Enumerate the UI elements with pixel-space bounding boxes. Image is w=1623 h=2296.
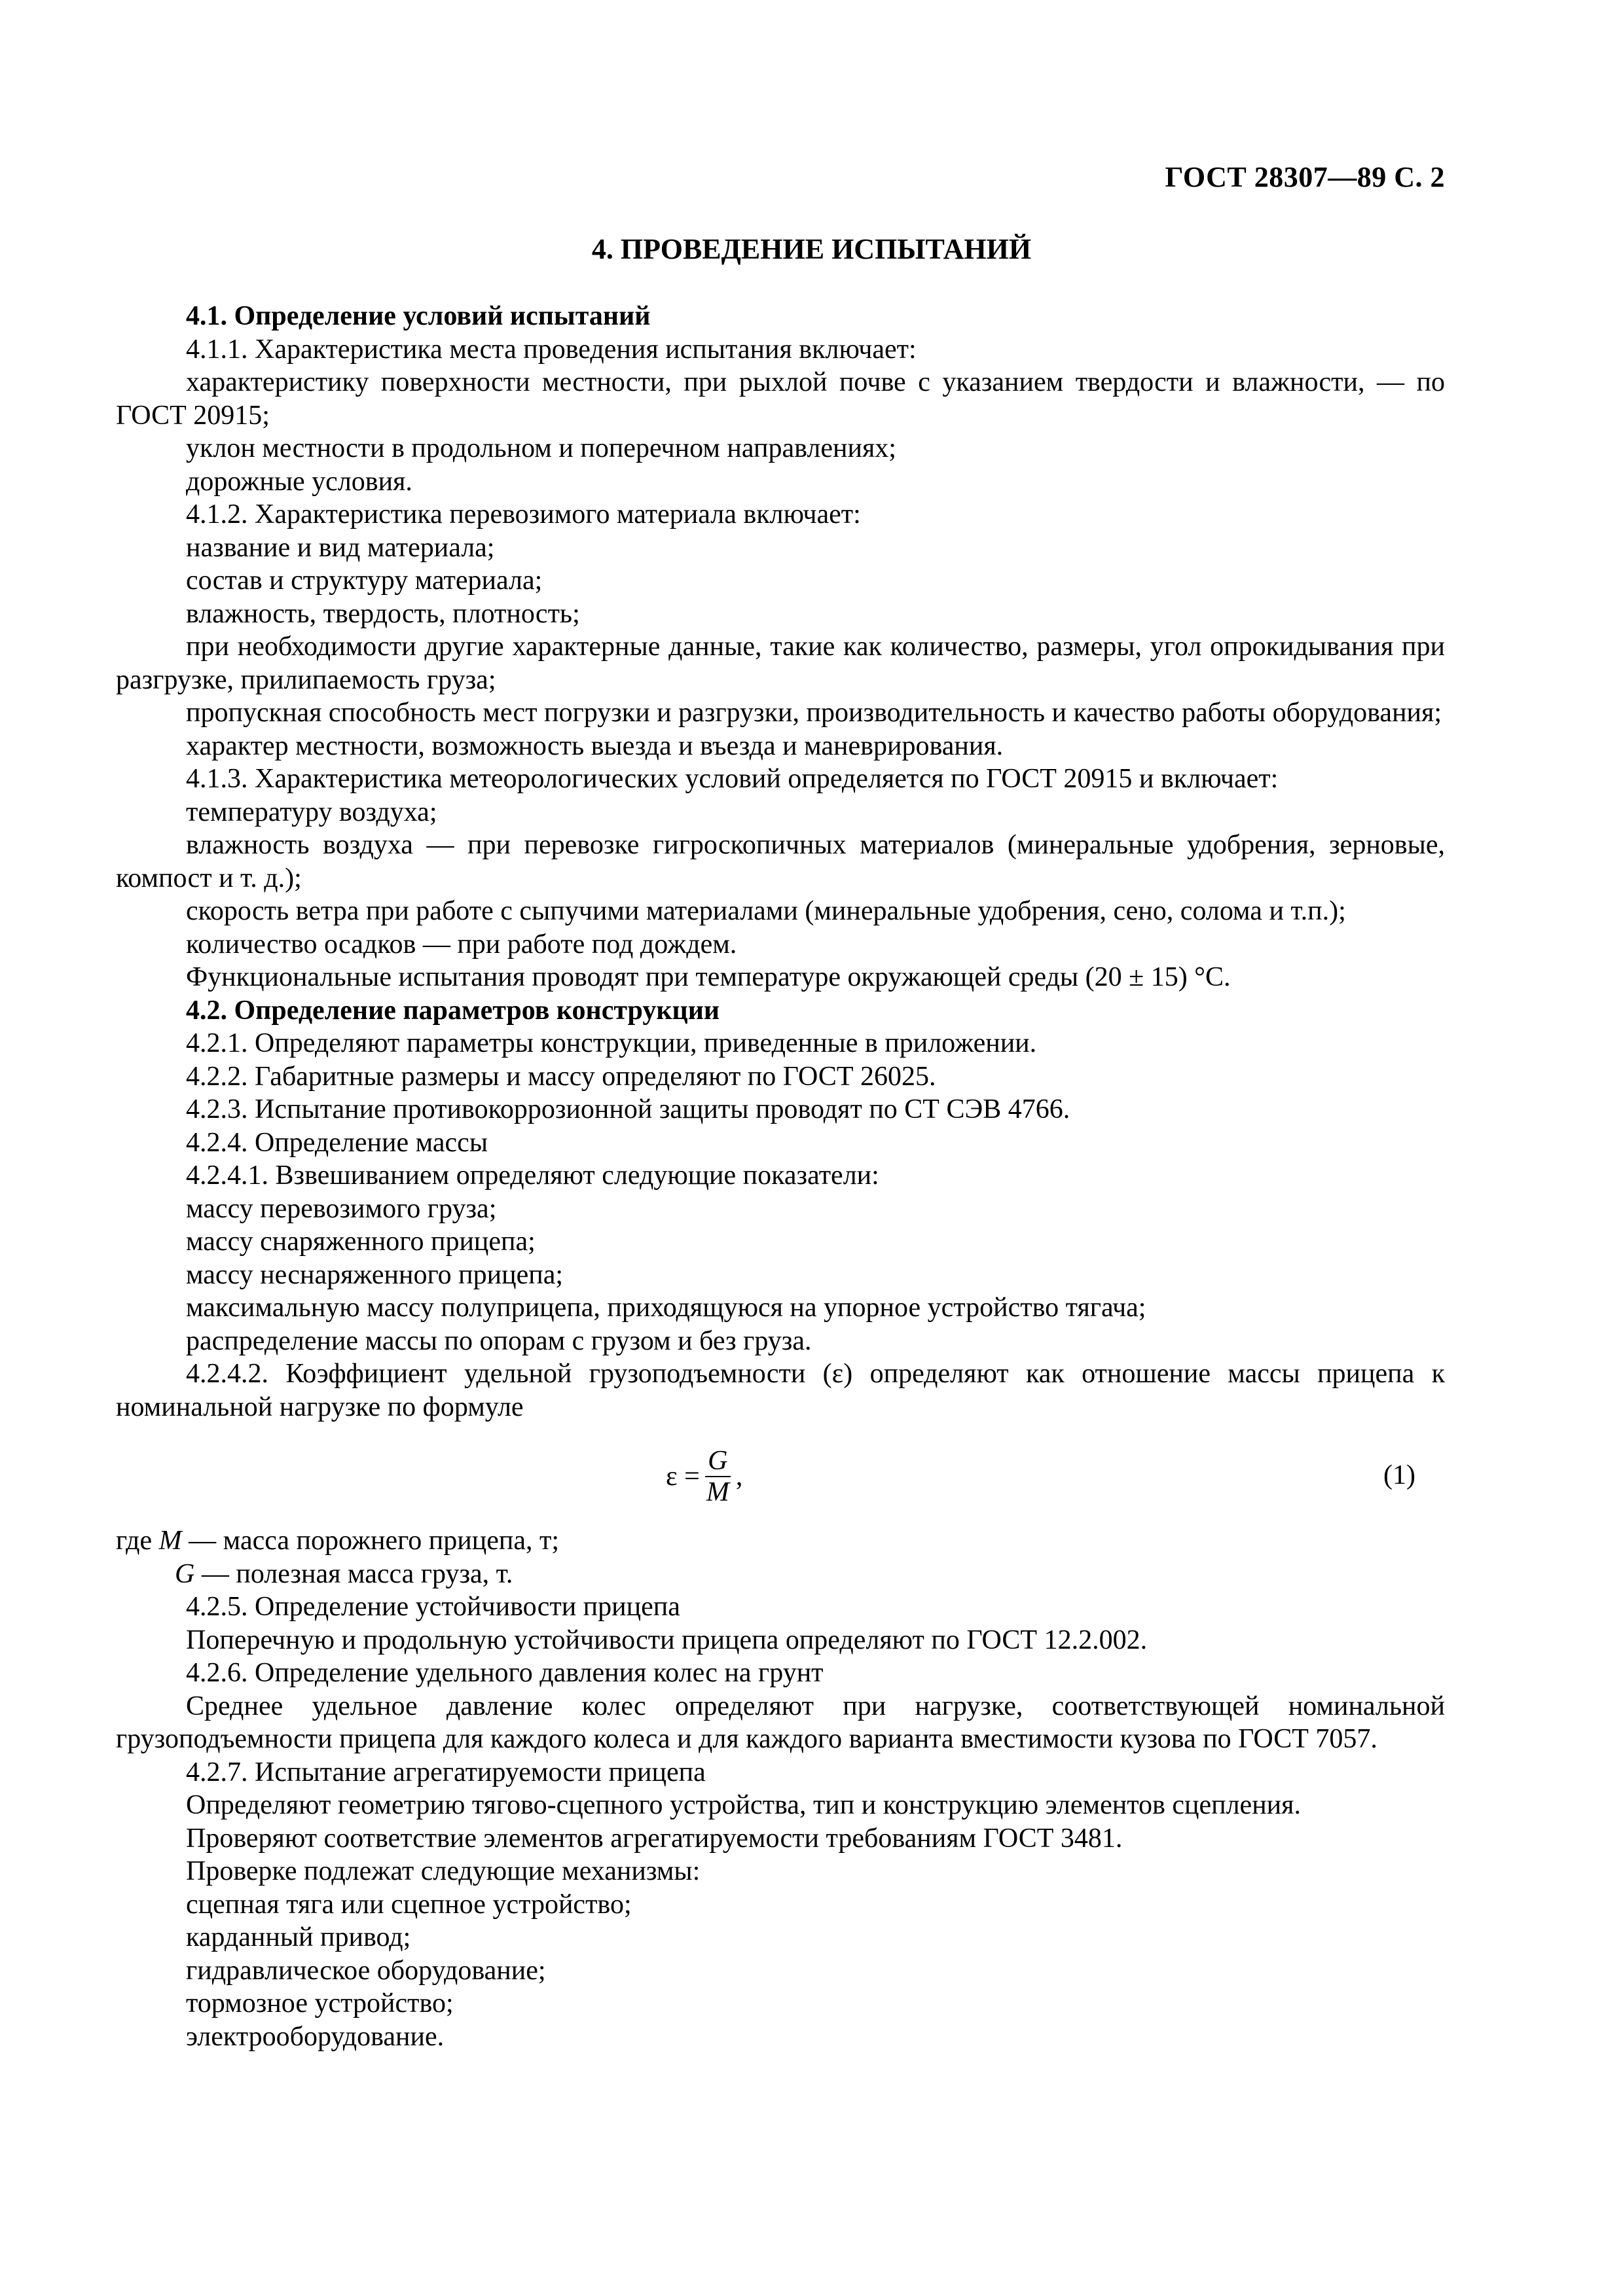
- paragraph: 4.2.4.2. Коэффициент удельной грузоподъемности (ε) определяют как отношение массы прицепа к номинальной нагрузке по формуле: [116, 1359, 1445, 1422]
- paragraph: 4.2.2. Габаритные размеры и массу определяют по ГОСТ 26025.: [186, 1061, 936, 1092]
- paragraph: уклон местности в продольном и поперечном направлениях;: [186, 433, 896, 463]
- paragraph: Проверяют соответствие элементов агрегатируемости требованиям ГОСТ 3481.: [186, 1823, 1123, 1854]
- paragraph: 4.2.4. Определение массы: [186, 1127, 488, 1158]
- paragraph: скорость ветра при работе с сыпучими материалами (минеральные удобрения, сено, солома и т.п.);: [186, 896, 1346, 926]
- paragraph: Проверке подлежат следующие механизмы:: [186, 1856, 701, 1886]
- formula-numerator: G: [705, 1446, 730, 1477]
- formula-trail: ,: [735, 1461, 743, 1492]
- paragraph: массу снаряженного прицепа;: [186, 1227, 536, 1257]
- paragraph: дорожные условия.: [186, 466, 412, 497]
- paragraph: гидравлическое оборудование;: [186, 1955, 546, 1986]
- paragraph: 4.1.3. Характеристика метеорологических условий определяется по ГОСТ 20915 и включает:: [186, 764, 1279, 794]
- where-var-2: G: [175, 1558, 195, 1589]
- paragraph: характер местности, возможность выезда и въезда и маневрирования.: [186, 730, 1004, 761]
- paragraph: название и вид материала;: [186, 532, 495, 563]
- formula-lhs: ε =: [666, 1461, 700, 1492]
- paragraph: 4.1.2. Характеристика перевозимого материала включает:: [186, 499, 861, 529]
- formula: [666, 1446, 742, 1507]
- paragraph: электрооборудование.: [186, 2021, 445, 2052]
- where-desc-1: — масса порожнего прицепа, т;: [189, 1526, 559, 1556]
- paragraph: 4.2.3. Испытание противокоррозионной защиты проводят по СТ СЭВ 4766.: [186, 1094, 1070, 1124]
- paragraph: характеристику поверхности местности, при рыхлой почве с указанием твердости и влажности, — по ГОСТ 20915;: [116, 367, 1445, 431]
- paragraph: 4.2.5. Определение устойчивости прицепа: [186, 1592, 680, 1622]
- section-title: 4. ПРОВЕДЕНИЕ ИСПЫТАНИЙ: [591, 233, 1032, 265]
- page-header: ГОСТ 28307—89 С. 2: [1165, 161, 1445, 193]
- subsection-heading: 4.2. Определение параметров конструкции: [186, 995, 720, 1026]
- paragraph: 4.2.4.1. Взвешиванием определяют следующие показатели:: [186, 1160, 879, 1191]
- paragraph: при необходимости другие характерные данные, такие как количество, размеры, угол опрокидывания при разгрузке, прилипаемость груза;: [116, 632, 1445, 695]
- paragraph: Поперечную и продольную устойчивости прицепа определяют по ГОСТ 12.2.002.: [186, 1624, 1148, 1655]
- paragraph: массу неснаряженного прицепа;: [186, 1259, 564, 1290]
- paragraph: распределение массы по опорам с грузом и без груза.: [186, 1325, 812, 1356]
- paragraph: влажность воздуха — при перевозке гигроскопичных материалов (минеральные удобрения, зерновые, компост и т. д.);: [116, 830, 1445, 893]
- paragraph: Определяют геометрию тягово-сцепного устройства, тип и конструкцию элементов сцепления.: [186, 1790, 1301, 1820]
- paragraph: карданный привод;: [186, 1922, 411, 1952]
- paragraph: состав и структуру материала;: [186, 565, 543, 596]
- paragraph: Среднее удельное давление колес определяют при нагрузке, соответствующей номинальной грузоподъемности прицепа для каждого колеса и для каждого варианта вместимости кузова по ГОСТ 7057.: [116, 1691, 1445, 1754]
- paragraph: Функциональные испытания проводят при температуре окружающей среды (20 ± 15) °С.: [186, 962, 1231, 992]
- paragraph: количество осадков — при работе под дождем.: [186, 929, 737, 960]
- paragraph: сцепная тяга или сцепное устройство;: [186, 1889, 632, 1920]
- where-line-2: [116, 1558, 1445, 1591]
- paragraph: 4.2.7. Испытание агрегатируемости прицепа: [186, 1757, 706, 1787]
- paragraph: тормозное устройство;: [186, 1988, 454, 2018]
- paragraph: температуру воздуха;: [186, 797, 437, 827]
- formula-denominator: M: [706, 1477, 729, 1507]
- paragraph: влажность, твердость, плотность;: [186, 598, 580, 629]
- paragraph: массу перевозимого груза;: [186, 1193, 497, 1224]
- paragraph: пропускная способность мест погрузки и разгрузки, производительность и качество работы оборудования;: [186, 698, 1442, 728]
- formula-number: (1): [1383, 1460, 1415, 1490]
- paragraphs-block-b: [116, 1590, 1445, 2053]
- where-prefix: где: [116, 1526, 153, 1556]
- paragraph: 4.2.6. Определение удельного давления колес на грунт: [186, 1658, 824, 1688]
- where-var-1: M: [158, 1526, 182, 1556]
- where-desc-2: — полезная масса груза, т.: [201, 1558, 513, 1589]
- where-line-1: [116, 1524, 1445, 1558]
- paragraph: 4.1.1. Характеристика места проведения испытания включает:: [186, 334, 917, 365]
- paragraph: 4.2.1. Определяют параметры конструкции, приведенные в приложении.: [186, 1028, 1037, 1058]
- formula-fraction: [704, 1446, 732, 1507]
- formula-block: [116, 1441, 1445, 1513]
- paragraph: максимальную массу полуприцепа, приходящуюся на упорное устройство тягача;: [186, 1293, 1146, 1323]
- subsection-heading: 4.1. Определение условий испытаний: [186, 301, 651, 331]
- paragraphs-block-a: [116, 300, 1445, 1424]
- document-body: [116, 300, 1445, 2053]
